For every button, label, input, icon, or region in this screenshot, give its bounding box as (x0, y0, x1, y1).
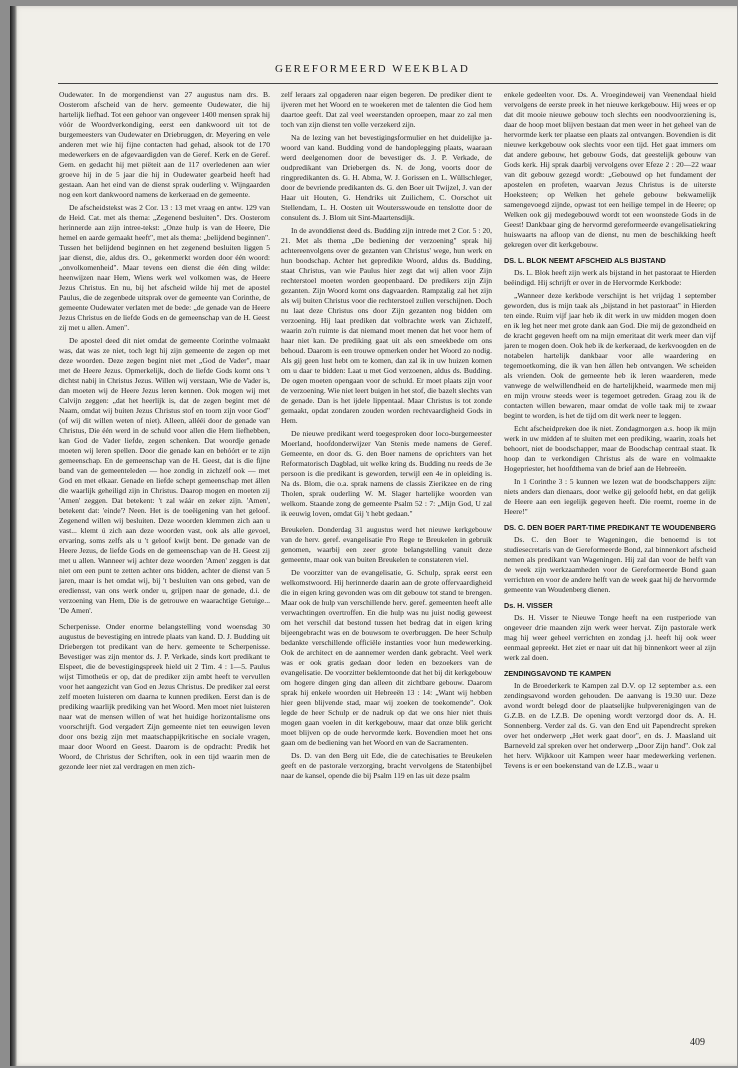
binding-spine (10, 6, 17, 1066)
running-header: GEREFORMEERD WEEKBLAD (275, 63, 470, 75)
heading-visser: Ds. H. VISSER (504, 601, 553, 610)
paragraph: In de Broederkerk te Kampen zal D.V. op 12 september a.s. een zendingsavond worden gehouden. De aanvang is 19.30 uur. Deze avond wordt belegd door de plaatselijke hulpverenigingen van de G.Z.B. en de I.Z.B. De opening wordt verzorgd door ds. A. H. Sonnenberg. Verder zal ds. G. van den End uit Papendrecht spreken over het onderwerp „Het werk gaat door", en ds. J. Maasland uit Barneveld zal spreken over het onderwerp „Door Zijn hand". Ook zal het herv. Wijkkoor uit Kampen weer haar medewerking verlenen. Tevens is er een boekenstand van de I.Z.B., waar u (504, 681, 716, 770)
paragraph: De voorzitter van de evangelisatie, G. Schulp, sprak eerst een welkomstwoord. Hij herinnerde daarin aan de grote offervaardigheid die in eigen kring gevonden was om dit gebouw tot stand te brengen. Maar ook de hulp van verschillende herv. geref. gemeenten heeft alle verwachtingen overtroffen. En die hulp was nu juist nodig geweest om het verschil dat bestond tussen het bedrag dat in eigen kring bijeengebracht was en de bouwsom te overbruggen. De heer Schulp bedankte verschillende officiële instanties voor hun medewerking. Ook de architect en de aannemer werden dank gebracht. Veel werk was er ook gratis gedaan door leden en bezoekers van de evangelisatie. De voorzitter beklemtoonde dat het bij dit kerkgebouw om hogere dingen ging dan alleen dit zichtbare gebouw. Daarom sprak hij enkele woorden uit Hebreeën 13 : 14: „Want wij hebben hier geen blijvende stad, maar wij zoeken de toekomende". Ook legde de heer Schulp er de nadruk op dat we ons hier niet thuis mogen gaan voelen in dit kerkgebouw, maar dat onze blik gericht moet blijven op de oude hervormde kerk. Bovendien moet het ons gaan om de bediening van het Woord en van de Sacramenten. (281, 568, 492, 747)
paragraph: De apostel deed dit niet omdat de gemeente Corinthe volmaakt was, dat was ze niet, toch legt hij zijn gemeente de zegen op met deze woorden. Deze zegen begint niet met „God de Vader", maar met de Heere Jezus. Opmerkelijk, doch de liefde Gods komt ons 't dichtst nabij in Christus Jezus. Willen wij verstaan, Wie de Vader is, dan moeten wij de Heere Jezus leren kennen. Ook mogen wij met Calvijn zeggen: „dat het heerlijk is, dat de zegen begint met dé Naam, omdat wij buiten Jezus Christus stof en toorn zijn voor God" (of wij dit willen weten of niet). Alleen, allééi door de genade van Christus, Die één werd in de schuld voor allen die Hem liefhebben, kan God de Vader liefde, zegen schenken. Dat woordje genade moeten wij leren spellen. Door die genade kan en behóórt er te zijn gemeenschap. En de gemeenschap van de H. Geest, dat is die fijne band van de gemeenteleden — hoe zondig in zichzelf ook — met God en met elkaar. Genade en liefde schept gemeenschap met állen die waarlijk geheiligd zijn in Christus. Daarop mogen en moeten zij 'Amen' zeggen. Dat betekent: 't zal wáár en zeker zijn. 'Amen', betekent dat: 'einde'? Neen. Het is de toeëigening van het geloof. Zegenend willen wij besluiten. Deze woorden klemmen zich aan u vast... klemt ú zich aan deze woorden vast, ook als alle gevoel, ervaring, soms zelfs als u 't geloof kwijt bent. De genade van de Heere Jezus, de liefde Gods en de gemeenschap van de H. Geest zij met u allen. Wanneer wij achter deze woorden 'Amen' zeggen is dat niet om een punt te zetten achter ons bidden, achter de dienst van 5 jaren, maar is het omdat wij, bij 't besluiten van ons gebed, van de erediensst, van ons werk onder u, grijpen naar de genade, d.i. de verzoening van Hem, Die is de getrouwe en waarachtige Getuige... 'De Amen'. (59, 336, 270, 615)
paragraph: In de avonddienst deed ds. Budding zijn intrede met 2 Cor. 5 : 20, 21. Met als thema „De bediening der verzoening" sprak hij achtereenvolgens over de gezanten van Christus' wege, hun werk en hun boodschap. Achter het gepredikte Woord, aldus ds. Budding, staat Christus, van wie Paulus hier zegt dat wij allen voor Zijn rechterstoel moeten worden geopenbaard. De predikers zijn Zijn gezanten. Zijn Woord komt ons dagvaarden. Rampzalig zal het zijn als wij buiten Christus voor die rechterstoel zullen verschijnen. Doch nu laat deze Christus ons door Zijn gezanten nog bidden om verzoening. Hij laat prediken dat volbrachte werk van Zichzelf, waarin zo'n ruimte is dat niemand moet menen dat het voor hem of haar niet kan. De prediking gaat uit als een smeekbede om ons behoud. Daarom is een trouwe opmerken onder het Woord zo nodig. Als gij geen lust hebt om te komen, dan zal ik in uw huizen komen om u daar te bidden: Laat u met God verzoenen, aldus ds. Budding. De ogen moeten opengaan voor de schuld. Er moet plaats zijn voor de verzoening. Wie niet leert buigen in het stof, die bazelt slechts van de genade. Dan is het ijdele lippentaal. Maar Christus is tot zonde gemaakt, opdat zondaren zouden worden rechtvaardigheid Gods in Hem. (281, 226, 492, 425)
paragraph: Ds. C. den Boer te Wageningen, die benoemd is tot studiesecretaris van de Gereformeerde Bond, zal binnenkort afscheid nemen als predikant van Wageningen. Hij zal dan voor de helft van de week zijn werkzaamheden voor de Gereformeerde Bond gaan verrichten en voor de andere helft van de week gaat hij de hervormde gemeente van Woudenberg dienen. (504, 535, 716, 594)
column-1 (59, 90, 270, 1035)
heading-zendingsavond: ZENDINGSAVOND TE KAMPEN (504, 669, 611, 678)
heading-blok: DS. L. BLOK NEEMT AFSCHEID ALS BIJSTAND (504, 256, 666, 265)
column-3 (504, 90, 716, 1035)
newspaper-page (10, 6, 737, 1066)
paragraph: De afscheidstekst was 2 Cor. 13 : 13 met vraag en antw. 129 van de Heid. Cat. met als thema: „Zegenend besluiten". Drs. Oosterom herinnerde aan zijn intree-tekst: „Onze hulp is van de Heere, Die hemel en aarde gemaakt heeft", met als thema: „belijdend beginnen". Tussen het belijdend beginnen en het zegenend besluiten liggen 5 jaar dienst, die, aldus drs. O., gekenmerkt worden door één woord: „onvolkomenheid". Maar tevens een dienst die één ding wilde: heenwijzen naar Hem, Wiens werk wel volkomen was, de Heere Jezus Christus. En nu, bij het afscheid wilde hij met de apostel Paulus, die de zegenbede uitsprak over de gemeente van Corinthe, de gemeente Oudewater verlaten met de bede: „de genade van de Heere Jezus Christus en de liefde Gods en de gemeenschap van de H. Geest zij met u allen. Amen". (59, 203, 270, 332)
article-oudewater: Oudewater. In de morgendienst van 27 augustus nam drs. B. Oosterom afscheid van de herv. gemeente Oudewater, die hij hartelijk liefhad. Tot een gehoor van ongeveer 1400 mensen sprak hij vóór de Woordverkondiging, eerst een dankwoord uit tot de burgemeesters van Oudewater en Driebruggen, dr. Meyering en vele anderen met wie hij fijne contacten had gehad, alsook tot de 170 medewerkers en de afgevaardigden van de Geref. Kerk en de Geref. Gem. en gedacht hij met piëteit aan de 117 overledenen aan wier groeve hij in de 5 jaar die hij in Oudewater gearbeid heeft had gestaan. Aan het eind van de dienst sprak ouderling v. Wijngaarden nog een kort dankwoord namens de kerkeraad en de gemeente. (59, 90, 270, 199)
paragraph: Na de lezing van het bevestigingsformulier en het duidelijke ja-woord van kand. Budding vond de handoplegging plaats, waaraan werd deelgenomen door de bevestiger ds. J. P. Verkade, de oudpredikant van Driebergen ds. N. de Jong, voorts door de ringpredikanten ds. G. H. Abma, W. J. Gorissen en L. Wüllschleger, door de bevriende predikanten ds. G. den Boer uit Twijzel, J. van der Haar uit Houten, G. Hendriks uit Zuilichem, C. Oorschot uit Stellendam, L. H. Oosten uit Woutersswoude en tenslotte door de consulent ds. J. Blom uit Sint-Maartensdijk. (281, 133, 492, 222)
paragraph: Ds. D. van den Berg uit Ede, die de catechisaties te Breukelen geeft en de pastorale verzorging, bracht vervolgens de Statenbijbel naar de kansel, opende die bij Psalm 119 en las uit deze psalm (281, 751, 492, 780)
heading-den-boer: DS. C. DEN BOER PART-TIME PREDIKANT TE WOUDENBERG (504, 523, 716, 532)
paragraph: In 1 Corinthe 3 : 5 kunnen we lezen wat de boodschappers zijn: niets anders dan dienaars, door welke gij geloofd hebt, en dat gelijk de Heere aan een iegelijk gegeven heeft. Die roemt, roeme in de Heere!" (504, 477, 716, 516)
page-number: 409 (690, 1037, 705, 1048)
column-2 (281, 90, 492, 1035)
paragraph: Echt afscheidpreken doe ik niet. Zondagmorgen a.s. hoop ik mijn werk in uw midden af te sluiten met een prediking, waarin, zoals het behoort, niet de boodschapper, maar de Boodschap centraal staat. Ik hoop dan te verkondigen Christus als de ware en volmaakte Hogepriester, het hoofdthema van de brief aan de Hebreeën. (504, 424, 716, 473)
article-scherpenisse: Scherpenisse. Onder enorme belangstelling vond woensdag 30 augustus de bevestiging en intrede plaats van kand. D. J. Budding uit Driebergen tot predikant van de herv. gemeente te Scherpenisse. Bevestiger was zijn mentor ds. J. P. Verkade, sinds kort predikant te Elspeet, die de bevestigingspreek hield uit 2 Tim. 4 : 1—5. Paulus wijst Timotheüs er op, dat de prediker zijn ambt heeft te vervullen voor het aangezicht van God en Jezus Christus. De prediker zal eerst zelf moeten luisteren om daarna te kunnen prediken. Eerst dan is de prediking waarlijk prediking van het Woord. Men moet niet luisteren naar wat de mensen willen of wat het huidige horizontalisme ons voorschrijft. God vergadert Zijn gemeente niet ten eeuwigen leven door ons bezig zijn met maatschappijkritische en sociale vragen, maar door Woord en Geest. Daarom is de opdracht: Predik het Woord, de Christus der Schriften, ook in een tijd waarin men de gezonde leer niet zal verdragen en men zich- (59, 622, 270, 771)
paragraph: Ds. H. Visser te Nieuwe Tonge heeft na een rustperiode van ongeveer drie maanden zijn werk weer hervat. Zijn pastorale werk mag hij weer geheel verrichten en zondag j.l. heeft hij ook weer eenmaal gepreekt. Het ziet er naar uit dat hij binnenkort weer al zijn werk zal doen. (504, 613, 716, 662)
paragraph: De nieuwe predikant werd toegesproken door loco-burgemeester Moerland, hoofdonderwijzer Van Stenis mede namens de Geref. Gemeente, en door ds. G. den Boer namens de oprichters van het Reformatorisch Dagblad, uit welke kring ds. Budding nu reeds de 3e persoon is die predikant is geworden, terwijl een 4e in opleiding is. Na ds. Blom, die o.a. sprak namens de classis Zierikzee en de ring Tholen, sprak ouderling W. M. Slager hartelijke woorden van welkom. Staande zong de gemeente Psalm 52 : 7: „Mijn God, U zal ik eeuwig loven, omdat Gij 't hebt gedaan." (281, 429, 492, 518)
paragraph: „Wanneer deze kerkbode verschijnt is het vrijdag 1 september geworden, dus is mijn taak als „bijstand in het pastoraat" in Hierden ten einde. Ruim vijf jaar heb ik dit werk in uw midden mogen doen en ik leg het neer met grote dank aan God. Die mij de gezondheid en de kracht gegeven heeft om na mijn emeritaat dit werk meer dan vijf jaren te mogen doen. Ook heb ik de kerkeraad, de kerkvoogden en de notabelen hartelijk dankbaar voor alle waardering en tegemoetkoming, die ik van hen állen heb ontvangen. We scheiden als vrienden. Ook de gemeente heb ik leren waarderen, mede vanwege de welwillendheid en de hartelijkheid, waarmede men mij en mijn vrouw steeds weer is tegemoet getreden. Graag zou ik de contacten willen bewaren, maar omdat de volle taak mij te zwaar begint te worden, is het de tijd om dit werk neer te leggen. (504, 291, 716, 420)
article-breukelen: Breukelen. Donderdag 31 augustus werd het nieuwe kerkgebouw van de herv. geref. evangelisatie Pro Rege te Breukelen in gebruik genomen, waarbij een zeer grote belangstelling vanuit deze gemeente, maar ook van buiten Breukelen te constateren viel. (281, 525, 492, 564)
paragraph: zelf leraars zal opgaderen naar eigen begeren. De prediker dient te ijveren met het Woord en te woekeren met de talenten die God hem daartoe geeft. Dat zal veel weerstanden oproepen, maar zo zal men toch van zijn dienst ten volle verzekerd zijn. (281, 90, 492, 129)
header-rule (58, 83, 718, 84)
paragraph: enkele gedeelten voor. Ds. A. Vroegindeweij van Veenendaal hield vervolgens de eerste preek in het nieuwe kerkgebouw. Hij wees er op dat dit mooie nieuwe gebouw toch slechts een noodvoorziening is, daar de hoop moet blijven bestaan dat men weer in het geheel van de hervormde kerk ter plaatse een plaats zal ontvangen. Bovendien is dit nieuwe kerkgebouw ook slechts voor een tijd. Het gaat immers om dat andere gebouw, het gebouw Gods, dat geestelijk gebouw van Gods kerk. Hij sprak daarbij vervolgens over Efeze 2 : 20—22 waar van dit gebouw gezegd wordt: „Gebouwd op het fundament der apostelen en profeten, waarvan Jezus Christus is de uiterste Hoeksteen; op Welken het gehele gebouw bekwamelijk samengevoegd zijnde, opwast tot een heilige tempel in de Heere; op Welken ook gij medegebouwd wordt tot een woonstede Gods in de Geest! Dankbaar ging de hervormd gereformeerde evangelisatiekring huiswaarts na afloop van de dienst, nu men de beschikking heeft gekregen over dit kerkgebouw. (504, 90, 716, 249)
paragraph: Ds. L. Blok heeft zijn werk als bijstand in het pastoraat te Hierden beëindigd. Hij schrijft er over in de Hervormde Kerkbode: (504, 268, 716, 287)
